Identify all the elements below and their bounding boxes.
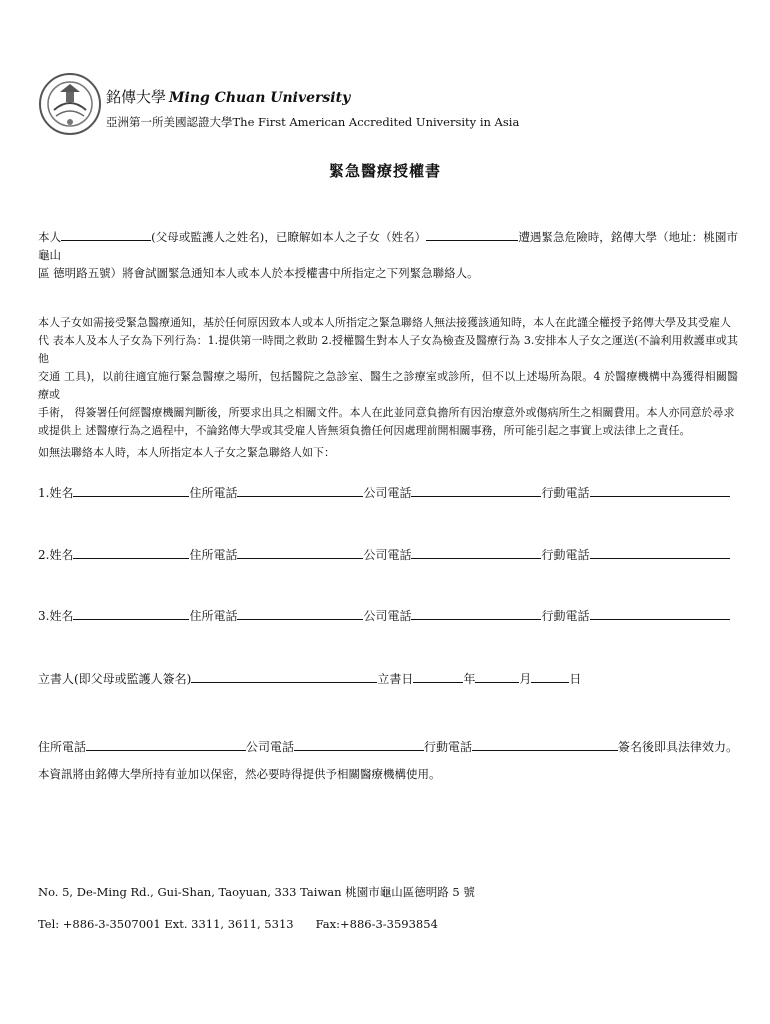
contact-1-name-field[interactable] (73, 484, 189, 497)
sign-month-field[interactable] (475, 670, 519, 683)
contact-1-mobile-phone-field[interactable] (590, 484, 730, 497)
contact-3-office-phone-field[interactable] (411, 607, 541, 620)
university-name-zh: 銘傳大學 (106, 88, 167, 106)
sign-day-field[interactable] (531, 670, 569, 683)
university-seal-icon (38, 72, 102, 136)
signer-signature-field[interactable] (191, 670, 377, 683)
contact-2-name-field[interactable] (73, 546, 189, 559)
sign-year-field[interactable] (413, 670, 463, 683)
signer-contact-row: 住所電話 公司電話 行動電話 簽名後即具法律效力。 (38, 740, 739, 754)
university-name (106, 86, 350, 107)
signer-mobile-phone-field[interactable] (472, 738, 618, 751)
contact-1-office-phone-field[interactable] (411, 484, 541, 497)
letterhead (38, 72, 598, 152)
footer-fax: Fax:+886-3-3593854 (315, 917, 438, 931)
guardian-name-field[interactable] (61, 228, 151, 241)
footer-contact (38, 917, 438, 931)
signer-home-phone-field[interactable] (86, 738, 246, 751)
contact-2-home-phone-field[interactable] (237, 546, 363, 559)
contact-3-home-phone-field[interactable] (237, 607, 363, 620)
child-name-field[interactable] (426, 228, 518, 241)
university-name-en: Ming Chuan University (169, 90, 351, 106)
footer-address: No. 5, De-Ming Rd., Gui-Shan, Taoyuan, 333 Taiwan 桃園市龜山區德明路 5 號 (38, 885, 475, 899)
contact-1-home-phone-field[interactable] (237, 484, 363, 497)
intro-line-2: 區 德明路五號）將會試圖緊急通知本人或本人於本授權書中所指定之下列緊急聯絡人。 (38, 266, 479, 280)
contact-3-name-field[interactable] (73, 607, 189, 620)
footer-tel: Tel: +886-3-3507001 Ext. 3311, 3611, 5313 (38, 917, 294, 931)
signature-row: 立書人(即父母或監護人簽名) 立書日 年 月 日 (38, 672, 582, 686)
authorization-paragraph: 本人子女如需接受緊急醫療通知，基於任何原因致本人或本人所指定之緊急聯絡人無法接獲該通知時，本人在此謹全權授予銘傳大學及其受雇人 代 表本人及本人子女為下列行為：1.提供第一時間之救助 2.授權醫生對本人子女為檢查及醫療行為 3.安排本人子女之運送(不論利用救護車或其他 交通 工具)，以前往適宜施行緊急醫療之場所，包括醫院之急診室、醫生之診療室或診所，但不以上述場所為限。4 於醫療機構中為獲得相關醫療或 手術， 得簽署任何經醫療機關判斷後，所要求出具之相關文件。本人在此並同意負擔所有因治療意外或傷病所生之相關費用。本人亦同意於尋求 或提供上 述醫療行為之過程中，不論銘傳大學或其受雇人皆無須負擔任何因處理前開相關事務，所可能引起之事實上或法律上之責任。 如無法聯絡本人時，本人所指定本人子女之緊急聯絡人如下： (38, 316, 738, 459)
contact-row-3: 3.姓名 住所電話 公司電話 行動電話 (38, 607, 738, 624)
contact-row-2: 2.姓名 住所電話 公司電話 行動電話 (38, 546, 738, 563)
university-subtitle: 亞洲第一所美國認證大學The First American Accredited University in Asia (106, 115, 520, 129)
contact-row-1: 1.姓名 住所電話 公司電話 行動電話 (38, 484, 738, 501)
contact-2-mobile-phone-field[interactable] (590, 546, 730, 559)
contact-2-office-phone-field[interactable] (411, 546, 541, 559)
document-title: 緊急醫療授權書 (328, 162, 441, 180)
confidentiality-note: 本資訊將由銘傳大學所持有並加以保密，然必要時得提供予相關醫療機構使用。 (38, 767, 441, 781)
intro-paragraph (38, 228, 738, 282)
signer-office-phone-field[interactable] (294, 738, 424, 751)
contact-3-mobile-phone-field[interactable] (590, 607, 730, 620)
intro-line-1: 本人 (父母或監護人之姓名)，已瞭解如本人之子女（姓名） 遭遇緊急危險時，銘傳大學（地址：桃園市龜山 (38, 230, 738, 262)
